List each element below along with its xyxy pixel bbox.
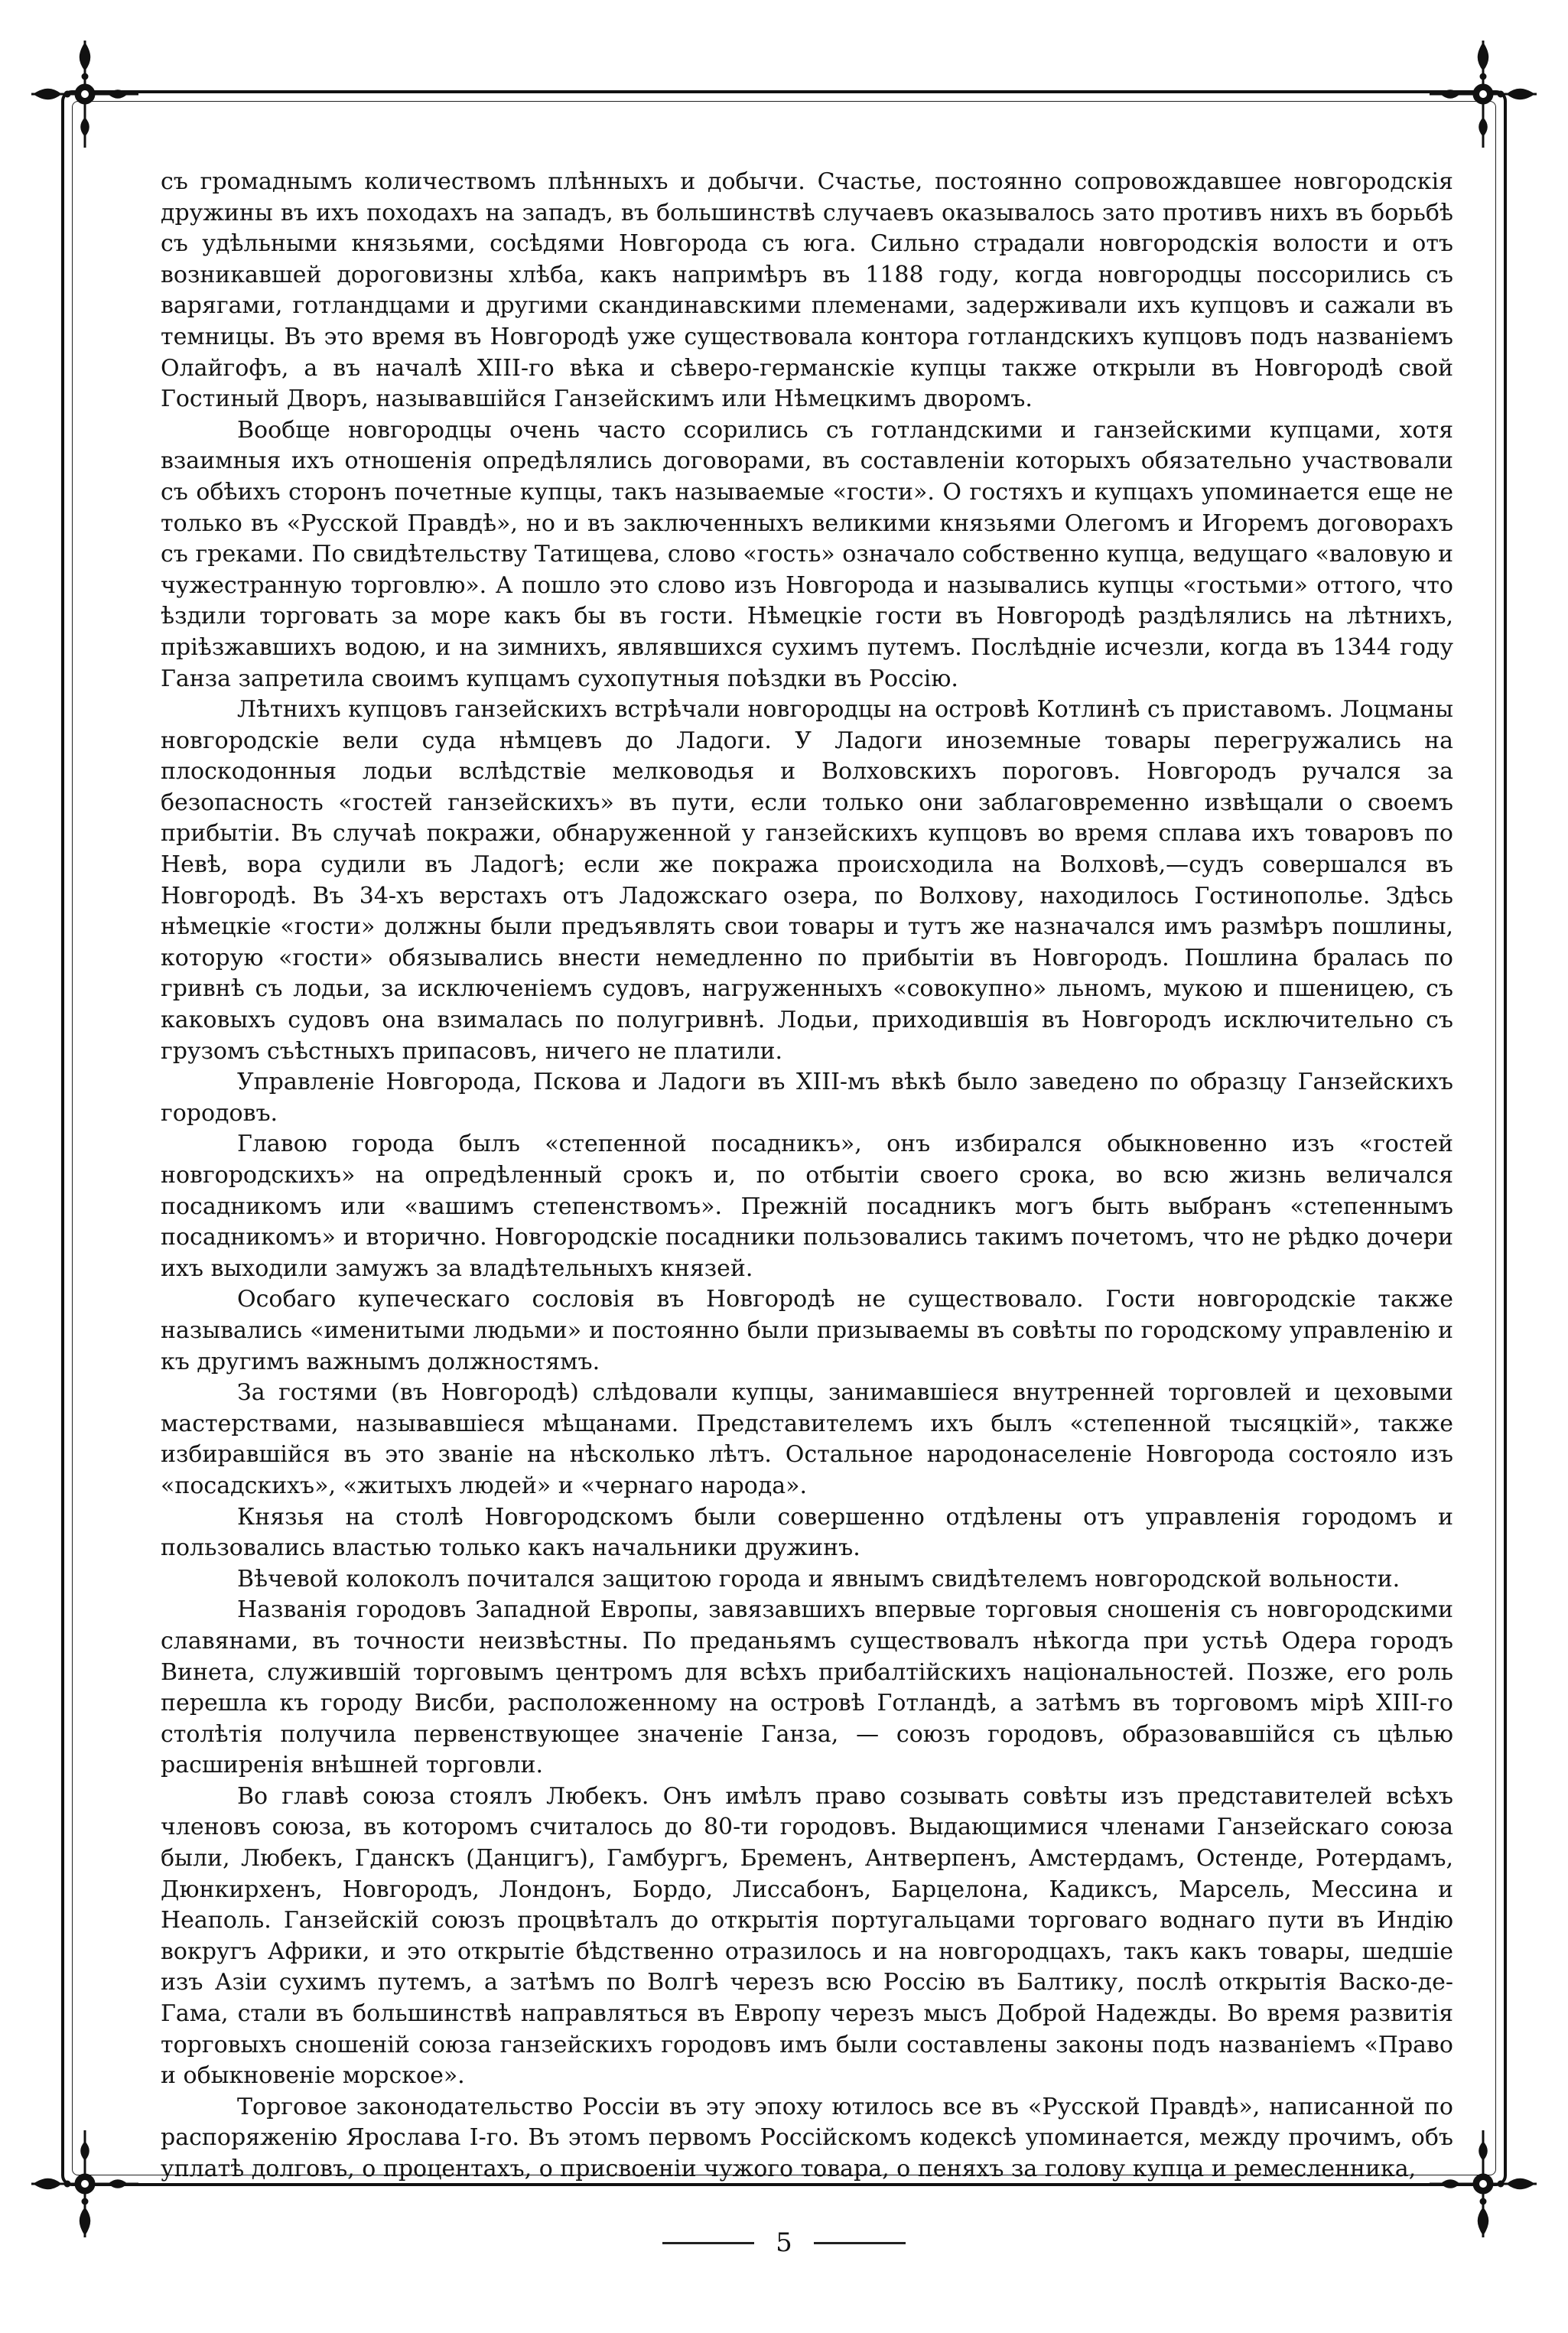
footer-rule-right	[814, 2242, 906, 2244]
page-footer	[0, 2227, 1568, 2258]
paragraph: Вѣчевой колоколъ почитался защитою города и явнымъ свидѣтелемъ новгородской вольности.	[237, 1565, 1400, 1593]
corner-ornament-icon	[1426, 37, 1540, 151]
paragraph: Лѣтнихъ купцовъ ганзейскихъ встрѣчали новгородцы на островѣ Котлинѣ съ приставомъ. Лоцманы новгородскіе вели суда нѣмцевъ до Ладоги. У Ладоги иноземные товары перегружались на плоскодонныя лодьи вслѣдствіе мелководья и Волховскихъ пороговъ. Новгородъ ручался за безопасность «гостей ганзейскихъ» въ пути, если только они заблаговременно извѣщали о своемъ прибытіи. Въ случаѣ покражи, обнаруженной у ганзейскихъ купцовъ во время сплава ихъ товаровъ по Невѣ, вора судили въ Ладогѣ; если же покража происходила на Волховѣ,—судъ совершался въ Новгородѣ. Въ 34-хъ верстахъ отъ Ладожскаго озера, по Волхову, находилось Гостинополье. Здѣсь нѣмецкіе «гости» должны были предъявлять свои товары и тутъ же назначался имъ размѣръ пошлины, которую «гости» обязывались внести немедленно по прибытіи въ Новгородъ. Пошлина бралась по гривнѣ съ лодьи, за исключеніемъ судовъ, нагруженныхъ «совокупно» льномъ, мукою и пшеницею, съ каковыхъ судовъ она взималась по полугривнѣ. Лодьи, приходившія въ Новгородъ исключительно съ грузомъ съѣстныхъ припасовъ, ничего не платили.	[161, 696, 1453, 1065]
paragraph: Управленіе Новгорода, Пскова и Ладоги въ XIII-мъ вѣкѣ было заведено по образцу Ганзейскихъ городовъ.	[161, 1069, 1453, 1127]
paragraph: Торговое законодательство Россіи въ эту эпоху ютилось все въ «Русской Правдѣ», написанной по распоряженію Ярослава І-го. Въ этомъ первомъ Россійскомъ кодексѣ упоминается, между прочимъ, объ уплатѣ долговъ, о процентахъ, о присвоеніи чужого товара, о пеняхъ за голову купца и ремесленника,	[161, 2093, 1453, 2182]
page-number: 5	[776, 2227, 792, 2258]
body-text	[161, 167, 1453, 2182]
corner-ornament-icon	[28, 37, 142, 151]
paragraph: Особаго купеческаго сословія въ Новгородѣ не существовало. Гости новгородскіе также назывались «именитыми людьми» и постоянно были призываемы въ совѣты по городскому управленію и къ другимъ важнымъ должностямъ.	[161, 1286, 1453, 1375]
footer-rule-left	[662, 2242, 754, 2244]
paragraph: Главою города былъ «степенной посадникъ», онъ избирался обыкновенно изъ «гостей новгородскихъ» на опредѣленный срокъ и, по отбытіи своего срока, во всю жизнь величался посадникомъ или «вашимъ степенствомъ». Прежній посадникъ могъ быть выбранъ «степеннымъ посадникомъ» и вторично. Новгородскіе посадники пользовались такимъ почетомъ, что не рѣдко дочери ихъ выходили замужъ за владѣтельныхъ князей.	[161, 1131, 1453, 1282]
corner-ornament-icon	[28, 2126, 142, 2241]
paragraph: Вообще новгородцы очень часто ссорились съ готландскими и ганзейскими купцами, хотя взаимныя ихъ отношенія опредѣлялись договорами, въ составленіи которыхъ обязательно участвовали съ обѣихъ сторонъ почетные купцы, такъ называемые «гости». О гостяхъ и купцахъ упоминается еще не только въ «Русской Правдѣ», но и въ заключенныхъ великими князьями Олегомъ и Игоремъ договорахъ съ греками. По свидѣтельству Татищева, слово «гость» означало собственно купца, ведущаго «валовую и чужестранную торговлю». А пошло это слово изъ Новгорода и назывались купцы «гостьми» оттого, что ѣздили торговать за море какъ бы въ гости. Нѣмецкіе гости въ Новгородѣ раздѣлялись на лѣтнихъ, пріѣзжавшихъ водою, и на зимнихъ, являвшихся сухимъ путемъ. Послѣдніе исчезли, когда въ 1344 году Ганза запретила своимъ купцамъ сухопутныя поѣздки въ Россію.	[161, 416, 1453, 692]
paragraph: Во главѣ союза стоялъ Любекъ. Онъ имѣлъ право созывать совѣты изъ представителей всѣхъ членовъ союза, въ которомъ считалось до 80-ти городовъ. Выдающимися членами Ганзейскаго союза были, Любекъ, Гданскъ (Данцигъ), Гамбургъ, Бременъ, Антверпенъ, Амстердамъ, Остенде, Ротердамъ, Дюнкирхенъ, Новгородъ, Лондонъ, Бордо, Лиссабонъ, Барцелона, Кадиксъ, Марсель, Мессина и Неаполь. Ганзейскій союзъ процвѣталъ до открытія португальцами торговаго воднаго пути въ Индію вокругъ Африки, и это открытіе бѣдственно отразилось и на новгородцахъ, такъ какъ товары, шедшіе изъ Азіи сухимъ путемъ, а затѣмъ по Волгѣ черезъ всю Россію въ Балтику, послѣ открытія Васко-де-Гама, стали въ большинствѣ направляться въ Европу черезъ мысъ Доброй Надежды. Во время развитія торговыхъ сношеній союза ганзейскихъ городовъ имъ были составлены законы подъ названіемъ «Право и обыкновеніе морское».	[161, 1782, 1453, 2090]
paragraph: За гостями (въ Новгородѣ) слѣдовали купцы, занимавшіеся внутренней торговлей и цеховыми мастерствами, называвшіеся мѣщанами. Представителемъ ихъ былъ «степенной тысяцкій», также избиравшійся въ это званіе на нѣсколько лѣтъ. Остальное народонаселеніе Новгорода состояло изъ «посадскихъ», «житыхъ людей» и «чернаго народа».	[161, 1379, 1453, 1499]
paragraph: Названія городовъ Западной Европы, завязавшихъ впервые торговыя сношенія съ новгородскими славянами, въ точности неизвѣстны. По преданьямъ существовалъ нѣкогда при устьѣ Одера городъ Винета, служившій торговымъ центромъ для всѣхъ прибалтійскихъ національностей. Позже, его роль перешла къ городу Висби, расположенному на островѣ Готландѣ, а затѣмъ въ торговомъ мірѣ XIII-го столѣтія получила первенствующее значеніе Ганза, — союзъ городовъ, образовавшійся съ цѣлью расширенія внѣшней торговли.	[161, 1596, 1453, 1779]
paragraph: съ громаднымъ количествомъ плѣнныхъ и добычи. Счастье, постоянно сопровождавшее новгородскія дружины въ ихъ походахъ на западъ, въ большинствѣ случаевъ оказывалось зато противъ нихъ въ борьбѣ съ удѣльными князьями, сосѣдями Новгорода съ юга. Сильно страдали новгородскія волости и отъ возникавшей дороговизны хлѣба, какъ напримѣръ въ 1188 году, когда новгородцы поссорились съ варягами, готландцами и другими скандинавскими племенами, задерживали ихъ купцовъ и сажали въ темницы. Въ это время въ Новгородѣ уже существовала контора готландскихъ купцовъ подъ названіемъ Олайгофъ, а въ началѣ XIII-го вѣка и сѣверо-германскіе купцы также открыли въ Новгородѣ свой Гостиный Дворъ, называвшійся Ганзейскимъ или Нѣмецкимъ дворомъ.	[161, 168, 1453, 413]
paragraph: Князья на столѣ Новгородскомъ были совершенно отдѣлены отъ управленія городомъ и пользовались властью только какъ начальники дружинъ.	[161, 1503, 1453, 1562]
